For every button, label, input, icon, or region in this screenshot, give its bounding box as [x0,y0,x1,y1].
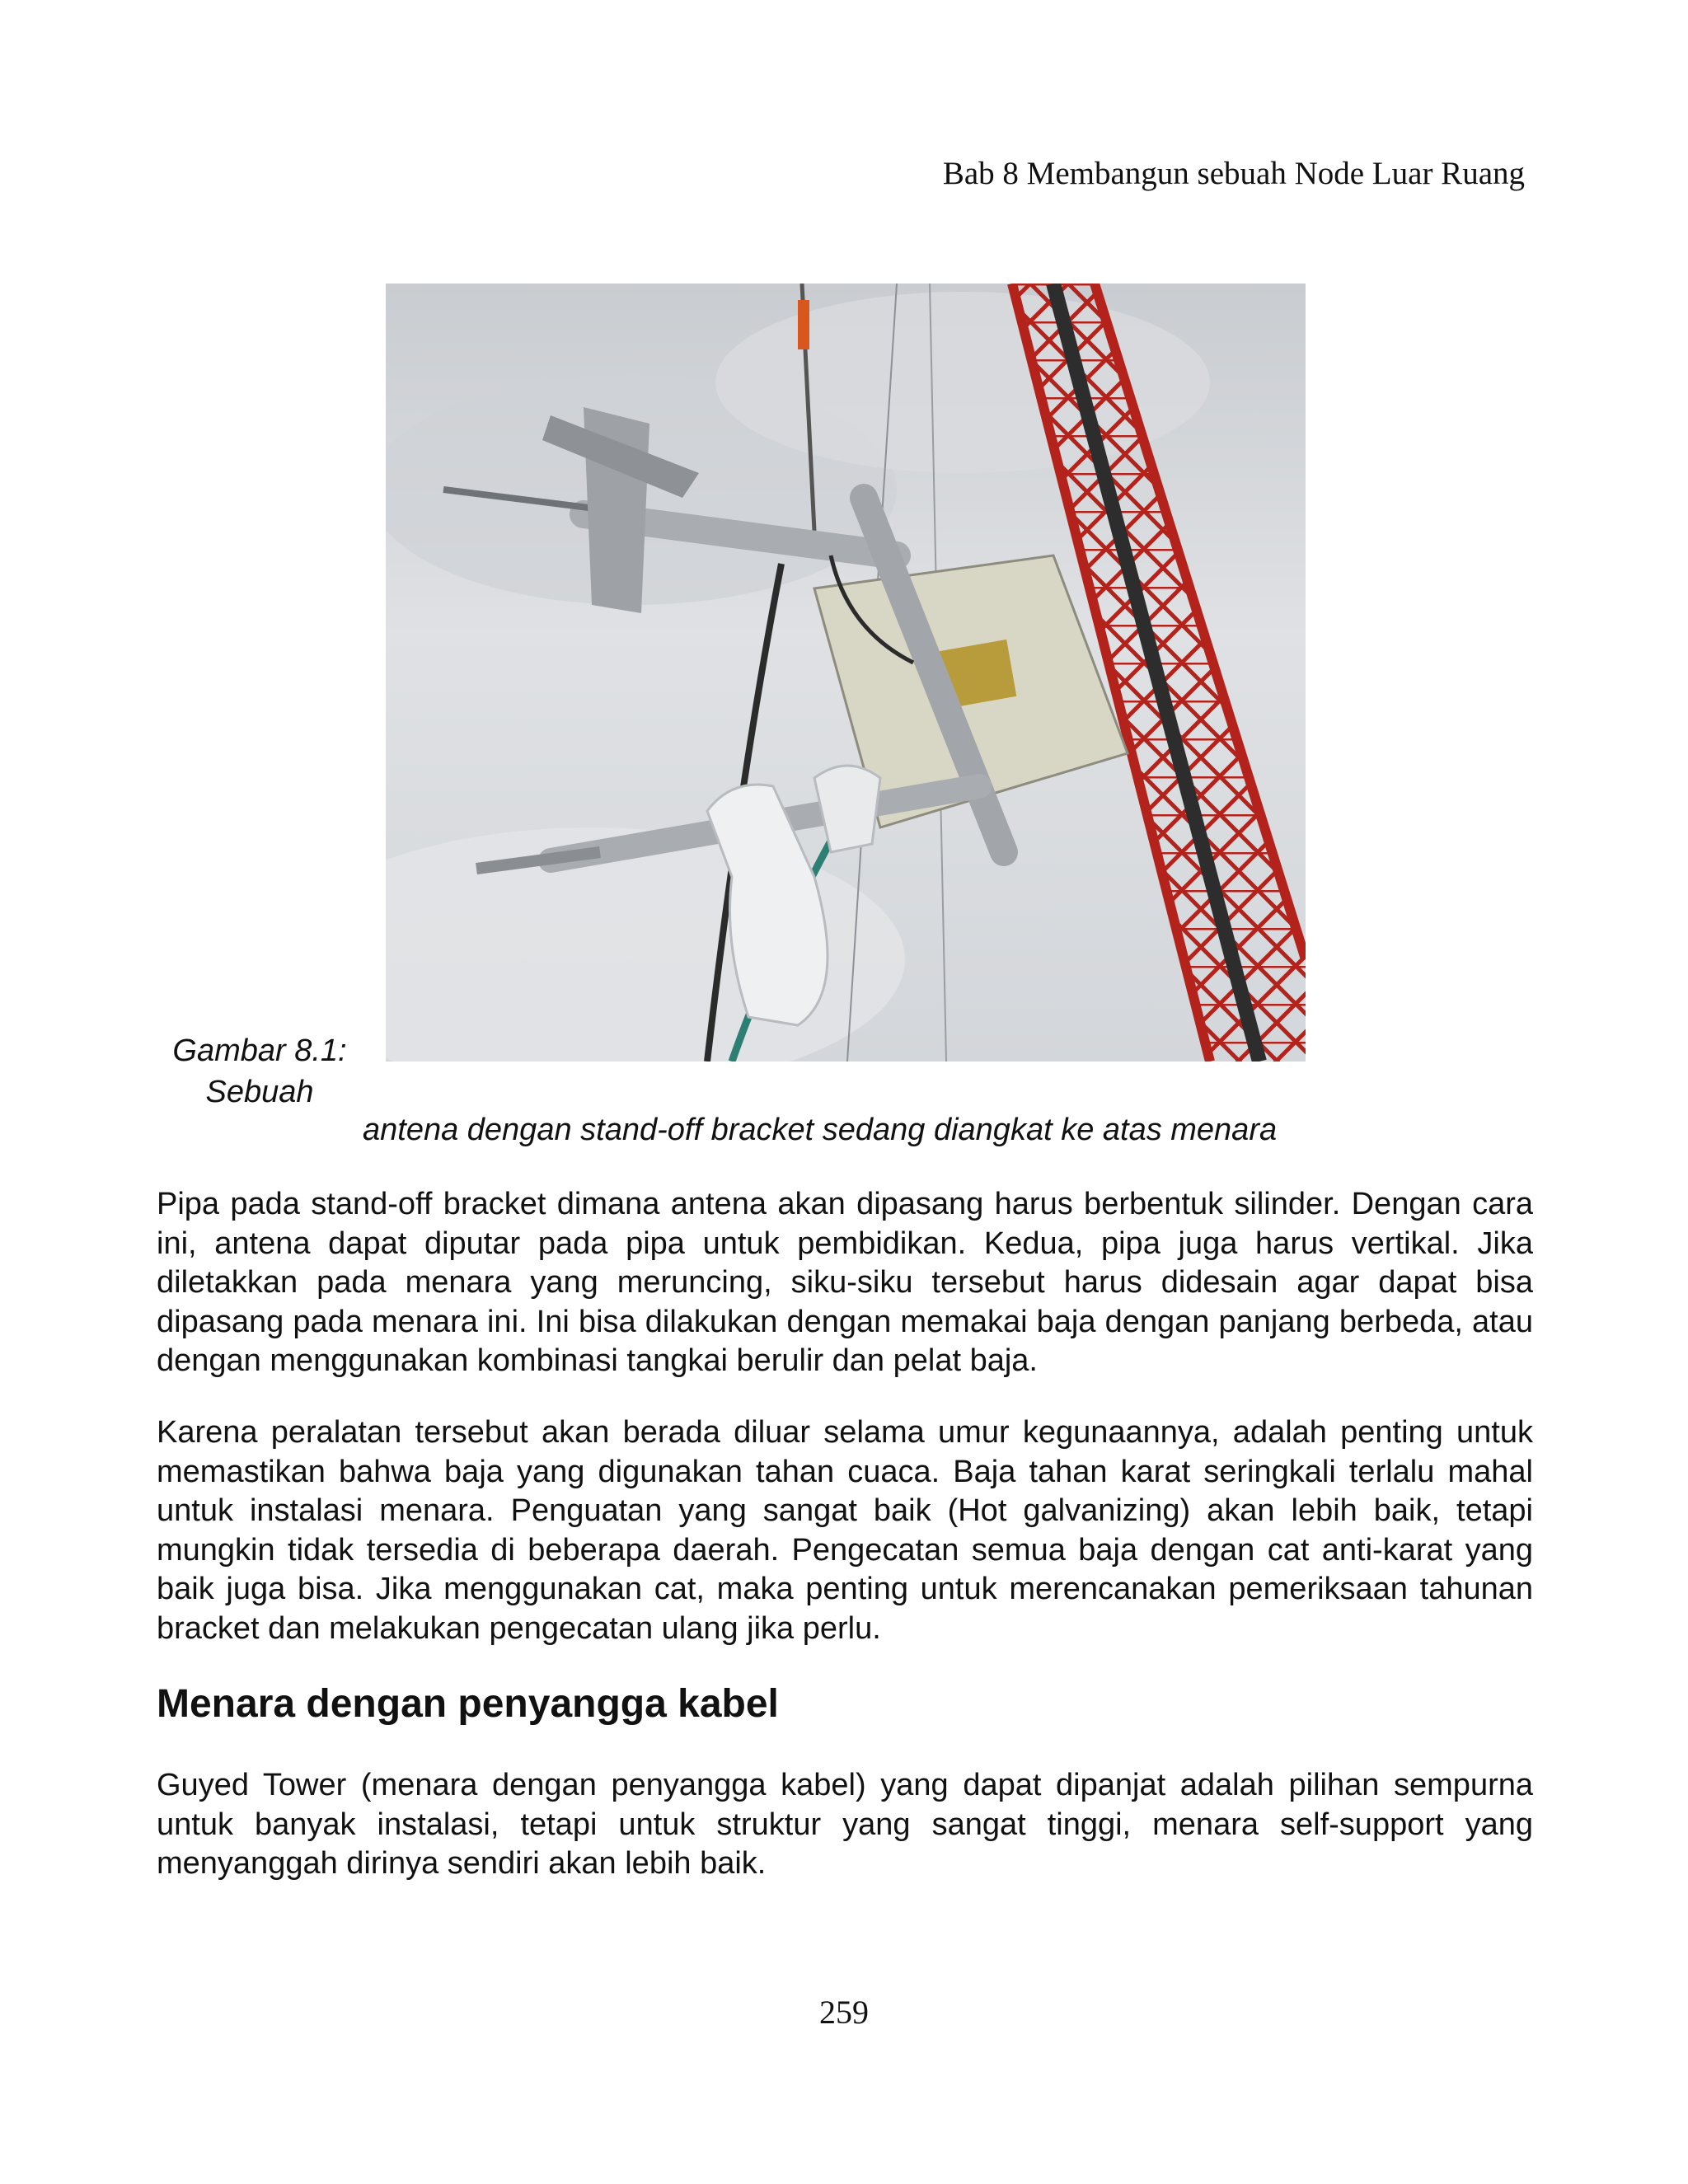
section-heading: Menara dengan penyangga kabel [157,1682,779,1726]
page-number: 259 [819,1994,869,2031]
body-paragraph-3: Guyed Tower (menara dengan penyangga kabel) yang dapat dipanjat adalah pilihan sempurna untuk banyak instalasi, tetapi untuk struktur yang sangat tinggi, menara self-support yang menyanggah dirinya sendiri akan lebih baik. [157,1768,1533,1881]
figure-label: Gambar 8.1: Sebuah [172,1033,347,1109]
running-header: Bab 8 Membangun sebuah Node Luar Ruang [942,156,1525,191]
body-paragraph-1: Pipa pada stand-off bracket dimana antena akan dipasang harus berbentuk silinder. Dengan cara ini, antena dapat diputar pada pipa untuk pembidikan. Kedua, pipa juga harus vertikal. Jika diletakkan pada menara yang meruncing, siku-siku tersebut harus didesain agar dapat bisa dipasang pada menara ini. Ini bisa dilakukan dengan memakai baja dengan panjang berbeda, atau dengan menggunakan kombinasi tangkai berulir dan pelat baja. [157,1187,1533,1378]
body-paragraph-2: Karena peralatan tersebut akan berada diluar selama umur kegunaannya, adalah penting untuk memastikan bahwa baja yang digunakan tahan cuaca. Baja tahan karat seringkali terlalu mahal untuk instalasi menara. Penguatan yang sangat baik (Hot galvanizing) akan lebih baik, tetapi mungkin tidak tersedia di beberapa daerah. Pengecatan semua baja dengan cat anti-karat yang baik juga bisa. Jika menggunakan cat, maka penting untuk merencanakan pemeriksaan tahunan bracket dan melakukan pengecatan ulang jika perlu. [157,1415,1533,1646]
figure-photo-antenna-bracket [386,284,1306,1062]
figure-caption: antena dengan stand-off bracket sedang diangkat ke atas menara [363,1113,1278,1147]
